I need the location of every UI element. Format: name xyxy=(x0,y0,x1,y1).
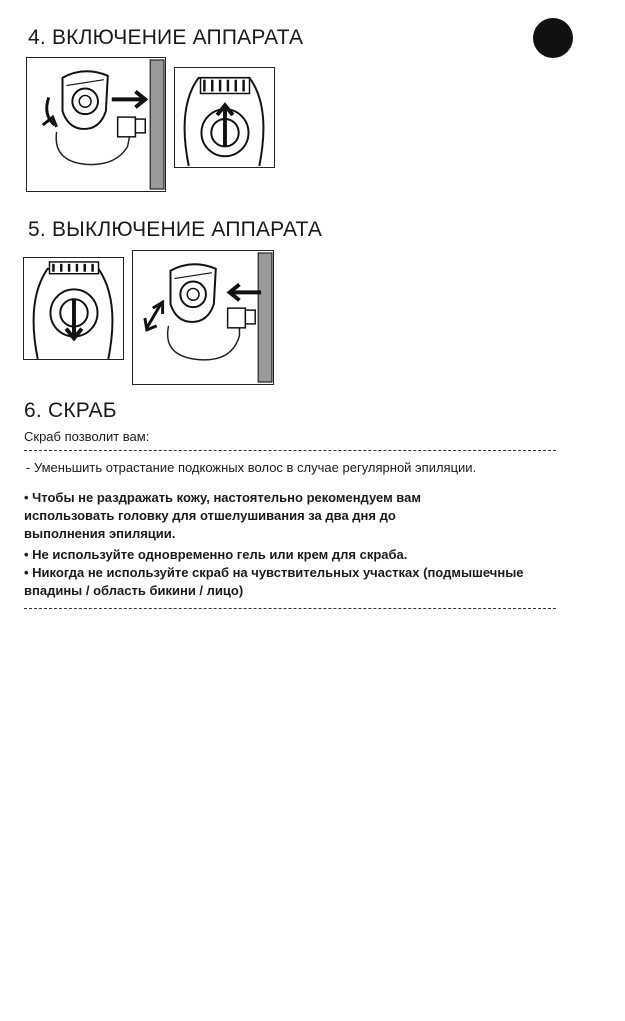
dashed-divider-top xyxy=(24,450,556,451)
bullet-1-line-1: • Чтобы не раздражать кожу, настоятельно рекомендуем вам xyxy=(24,490,421,505)
device-unplug-illustration xyxy=(132,250,274,385)
bullet-2: • Не используйте одновременно гель или крем для скраба. xyxy=(24,547,408,562)
section-5-heading: 5. ВЫКЛЮЧЕНИЕ АППАРАТА xyxy=(28,218,323,241)
dashed-divider-bottom xyxy=(24,608,556,609)
device-plug-in-illustration xyxy=(26,57,166,192)
section-6-heading: 6. СКРАБ xyxy=(24,399,117,422)
switch-down-illustration xyxy=(23,257,124,360)
scrub-benefit: - Уменьшить отрастание подкожных волос в случае регулярной эпиляции. xyxy=(26,460,477,475)
bullet-3-line-2: впадины / область бикини / лицо) xyxy=(24,583,244,598)
page-badge-dot xyxy=(533,18,573,58)
bullet-3-line-1: • Никогда не используйте скраб на чувствительных участках (подмышечные xyxy=(24,565,524,580)
scrub-intro: Скраб позволит вам: xyxy=(24,429,150,444)
section-4-heading: 4. ВКЛЮЧЕНИЕ АППАРАТА xyxy=(28,26,304,49)
switch-up-illustration xyxy=(174,67,275,168)
bullet-1-line-3: выполнения эпиляции. xyxy=(24,526,176,541)
bullet-1-line-2: использовать головку для отшелушивания за два дня до xyxy=(24,508,396,523)
